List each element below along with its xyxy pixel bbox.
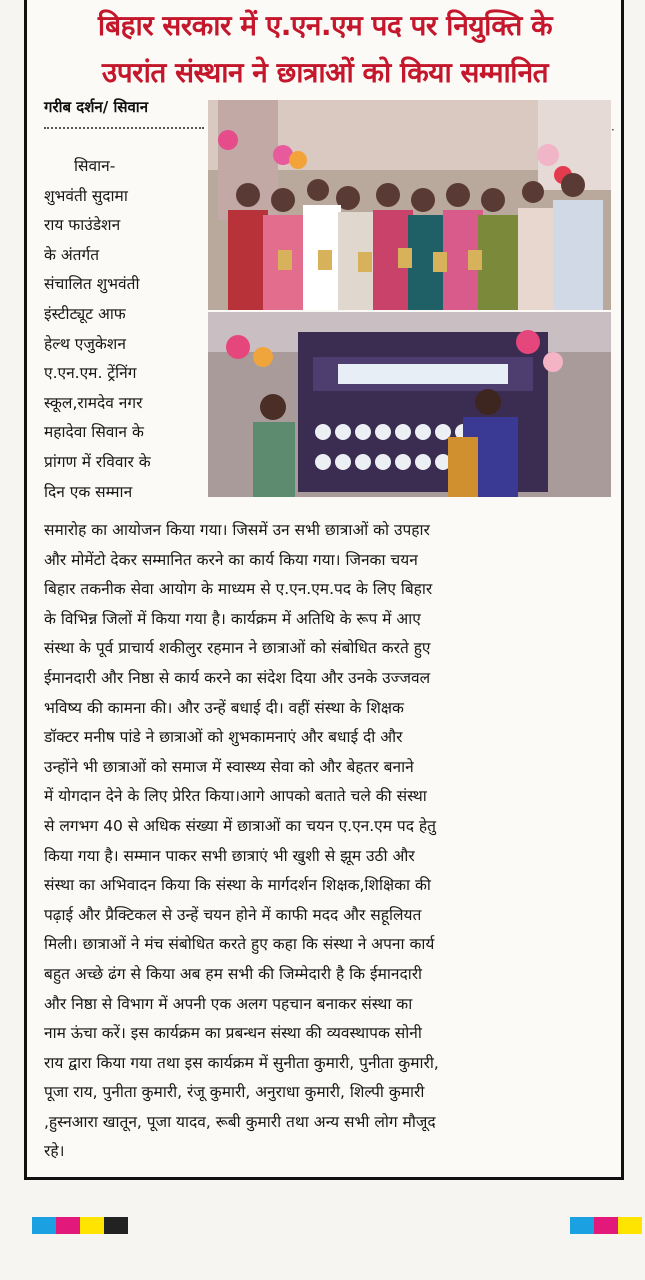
body-text-line: हेल्थ एजुकेशन [44,334,126,353]
body-text-line: प्रांगण में रविवार के [44,452,151,471]
yellow-swatch [618,1217,642,1234]
byline: गरीब दर्शन/ सिवान [44,98,149,116]
headline [30,2,620,96]
body-text-line: और मोमेंटो देकर सम्मानित करने का कार्य किया गया। जिनका चयन [44,550,418,569]
body-text-line: ईमानदारी और निष्ठा से कार्य करने का संदेश दिया और उनके उज्जवल [44,668,431,687]
magenta-swatch [56,1217,80,1234]
body-text-line: बहुत अच्छे ढंग से किया अब हम सभी की जिम्मेदारी है कि ईमानदारी [44,964,423,983]
body-text-line: किया गया है। सम्मान पाकर सभी छात्राएं भी खुशी से झूम उठी और [44,846,415,865]
body-text-line: ,हुस्नआरा खातून, पूजा यादव, रूबी कुमारी तथा अन्य सभी लोग मौजूद [44,1112,436,1131]
body-text-line: रहे। [44,1142,65,1161]
group-photo-illustration [208,100,611,310]
body-text-line: सिवान- [74,157,116,175]
body-text-line: संस्था के पूर्व प्राचार्य शकीलुर रहमान ने छात्राओं को संबोधित करते हुए [44,639,431,658]
yellow-swatch [80,1217,104,1234]
body-text-line: और निष्ठा से विभाग में अपनी एक अलग पहचान बनाकर संस्था का [44,994,413,1013]
body-text-line: पूजा राय, पुनीता कुमारी, रंजू कुमारी, अनुराधा कुमारी, शिल्पी कुमारी [44,1083,425,1102]
narrow-column [44,152,204,507]
black-swatch [104,1217,128,1234]
body-text-line: भविष्य की कामना की। और उन्हें बधाई दी। वहीं संस्था के शिक्षक [44,698,404,717]
body-text-line: संचालित शुभवंती [44,275,140,294]
body-text-line: राय फाउंडेशन [44,216,121,235]
body-text-line: राय द्वारा किया गया तथा इस कार्यक्रम में सुनीता कुमारी, पुनीता कुमारी, [44,1053,439,1072]
body-text-line: ए.एन.एम. ट्रेंनिंग [44,364,137,383]
stage-photo-illustration [208,312,611,497]
color-registration-bar-left [32,1217,128,1234]
photo-group-students [208,100,611,310]
body-text-line: में योगदान देने के लिए प्रेरित किया।आगे आपको बताते चले की संस्था [44,787,427,806]
body-text-line: पढ़ाई और प्रैक्टिकल से उन्हें चयन होने में काफी मदद और सहूलियत [44,905,422,924]
body-text-line: बिहार तकनीक सेवा आयोग के माध्यम से ए.एन.एम.पद के लिए बिहार [44,580,433,599]
magenta-swatch [594,1217,618,1234]
cyan-swatch [570,1217,594,1234]
body-text-line: से लगभग 40 से अधिक संख्या में छात्राओं का चयन ए.एन.एम पद हेतु [44,816,436,835]
headline-line-2: उपरांत संस्थान ने छात्राओं को किया सम्मानित [101,56,549,89]
body-text-line: शुभवंती सुदामा [44,186,128,205]
body-text-line: स्कूल,रामदेव नगर [44,393,143,412]
body-text-line: मिली। छात्राओं ने मंच संबोधित करते हुए कहा कि संस्था ने अपना कार्य [44,935,435,954]
body-text-line: डॉक्टर मनीष पांडे ने छात्राओं को शुभकामनाएं और बधाई दी और [44,728,403,747]
wide-column [44,516,616,1167]
body-text-line: समारोह का आयोजन किया गया। जिसमें उन सभी छात्राओं को उपहार [44,521,430,539]
color-registration-bar-right [570,1217,642,1234]
byline-divider [44,127,204,129]
body-text-line: दिन एक सम्मान [44,482,133,501]
photo-stage-banner [208,312,611,497]
body-text-line: नाम ऊंचा करें। इस कार्यक्रम का प्रबन्धन संस्था की व्यवस्थापक सोनी [44,1024,422,1043]
headline-line-1: बिहार सरकार में ए.एन.एम पद पर नियुक्ति के [97,9,553,42]
column-mark: · [611,123,615,137]
body-text-line: के विभिन्न जिलों में किया गया है। कार्यक्रम में अतिथि के रूप में आए [44,609,421,628]
body-text-line: के अंतर्गत [44,245,100,264]
body-text-line: इंस्टीट्यूट आफ [44,304,126,323]
body-text-line: उन्होंने भी छात्राओं को समाज में स्वास्थ्य सेवा को और बेहतर बनाने [44,757,414,776]
cyan-swatch [32,1217,56,1234]
body-text-line: महादेवा सिवान के [44,423,144,442]
body-text-line: संस्था का अभिवादन किया कि संस्था के मार्गदर्शन शिक्षक,शिक्षिका की [44,876,431,895]
